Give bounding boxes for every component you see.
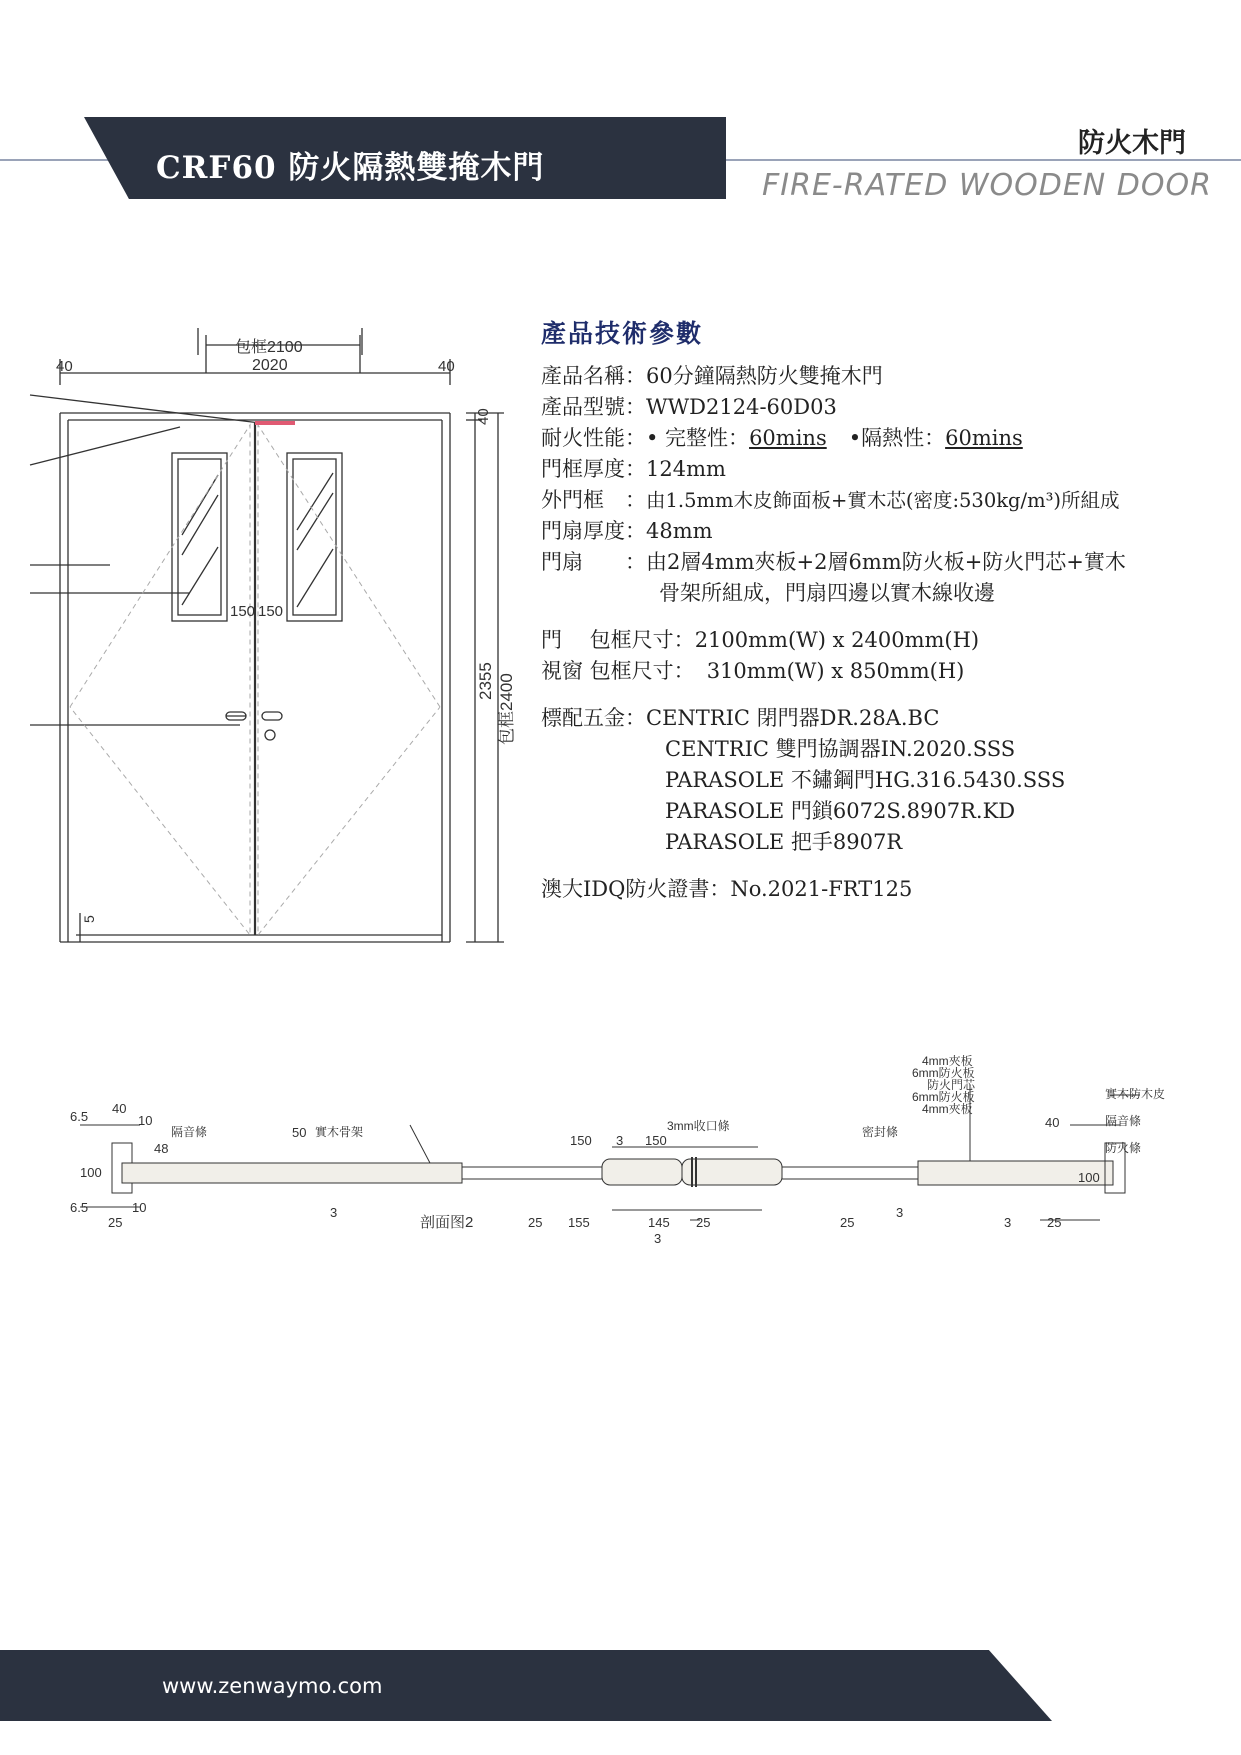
section-label: 6mm防火板 (912, 1066, 975, 1080)
category-title: 防火木門 (1078, 128, 1186, 159)
page-title: CRF60 防火隔熱雙掩木門 (156, 150, 545, 186)
section-dim: 3 (616, 1133, 624, 1148)
section-dim: 3 (1004, 1215, 1012, 1230)
section-label: 4mm夾板 (922, 1055, 973, 1068)
spec-row-leaf-thickness (541, 516, 1231, 547)
section-dim: 3 (896, 1205, 904, 1220)
door-elevation-drawing (0, 315, 520, 965)
section-dim: 25 (696, 1215, 711, 1230)
section-label: 4mm夾板 (922, 1102, 973, 1116)
spec-label: 外門框 ： (541, 488, 646, 512)
spec-label: 門 包框尺寸： (541, 628, 695, 652)
dim-top-gap: 40 (475, 408, 492, 425)
spec-value: No.2021-FRT125 (730, 877, 913, 901)
website-link[interactable]: www.zenwaymo.com (162, 1674, 383, 1698)
spec-value: 124mm (646, 457, 726, 481)
section-dim: 10 (132, 1200, 147, 1215)
spec-row-hardware (541, 703, 1231, 734)
hardware-row (541, 827, 1231, 858)
spec-row-fire (541, 423, 1231, 454)
spec-row-window-size (541, 656, 1231, 687)
closer-marker (255, 421, 295, 425)
spec-row-outer-frame (541, 485, 1231, 516)
spec-label: 標配五金： (541, 706, 646, 730)
section-label: 防火條 (1105, 1141, 1142, 1155)
spec-value: 骨架所組成，門扇四邊以實木線收邊 (659, 581, 995, 605)
dim-right-margin: 40 (438, 358, 455, 375)
spec-heading: 產品技術參數 (541, 319, 704, 348)
hardware-item: CENTRIC 閉門器DR.28A.BC (646, 706, 940, 730)
section-dim: 100 (80, 1165, 102, 1180)
section-dim: 48 (154, 1141, 169, 1156)
spec-value: 60分鐘隔熱防火雙掩木門 (646, 364, 883, 388)
hardware-item: PARASOLE 門鎖6072S.8907R.KD (665, 799, 1016, 823)
spec-label: 澳大IDQ防火證書： (541, 877, 731, 901)
section-label: 隔音條 (1105, 1114, 1142, 1128)
spec-label: 產品型號： (541, 395, 646, 419)
section-dim: 100 (1078, 1170, 1100, 1185)
fire-insulation-value: 60mins (945, 426, 1023, 450)
footer-band (0, 1650, 1052, 1721)
spec-value: WWD2124-60D03 (646, 395, 837, 419)
dim-window-gap-left: 150 (230, 603, 256, 620)
section-dim: 3 (654, 1231, 662, 1246)
spec-label: 耐火性能： (541, 426, 646, 450)
section-dim: 3 (330, 1205, 338, 1220)
dim-frame-inner: 2020 (252, 357, 288, 374)
section-label: 密封條 (862, 1125, 899, 1139)
section-dim: 25 (108, 1215, 123, 1230)
spec-label: 產品名稱： (541, 364, 646, 388)
fire-integrity-value: 60mins (749, 426, 827, 450)
spec-value: 由1.5mm木皮飾面板+實木芯(密度:530kg/m³)所組成 (646, 489, 1120, 512)
hardware-item: PARASOLE 把手8907R (665, 830, 903, 854)
section-dim: 25 (840, 1215, 855, 1230)
section-drawing (70, 1055, 1180, 1255)
section-dim: 145 (648, 1215, 670, 1230)
spec-label: 視窗 包框尺寸： (541, 659, 695, 683)
spec-label: 門扇 ： (541, 550, 646, 574)
spec-row-leaf (541, 547, 1231, 578)
dim-frame-height: 包框2400 (497, 673, 516, 745)
section-dim: 25 (1047, 1215, 1062, 1230)
section-label: 3mm收口條 (667, 1119, 730, 1133)
spec-row-leaf-cont (541, 578, 1231, 609)
hardware-row (541, 765, 1231, 796)
fire-integrity-label: • 完整性： (646, 426, 750, 450)
section-dim: 40 (112, 1101, 127, 1116)
section-dim: 6.5 (70, 1109, 89, 1124)
dim-bottom-gap: 5 (81, 915, 97, 923)
spec-value: 2100mm(W) x 2400mm(H) (694, 628, 980, 652)
spec-label: 門扇厚度： (541, 519, 646, 543)
spec-value: 由2層4mm夾板+2層6mm防火板+防火門芯+實木 (646, 550, 1126, 574)
section-dim: 150 (570, 1133, 592, 1148)
dim-frame-outer: 包框2100 (235, 339, 303, 356)
spec-label: 門框厚度： (541, 457, 646, 481)
section-dim: 25 (528, 1215, 543, 1230)
spec-row-name (541, 361, 1231, 392)
section-dim: 155 (568, 1215, 590, 1230)
section-label: 實木骨架 (315, 1125, 364, 1139)
category-title-en: FIRE-RATED WOODEN DOOR (762, 168, 1212, 203)
spec-row-model (541, 392, 1231, 423)
spec-value: 310mm(W) x 850mm(H) (706, 659, 965, 683)
section-dim: 150 (645, 1133, 667, 1148)
section-label: 隔音條 (171, 1125, 208, 1139)
section-dim: 6.5 (70, 1200, 89, 1215)
dim-left-margin: 40 (56, 358, 73, 375)
spec-row-cert (541, 874, 1231, 905)
dim-leaf-height: 2355 (476, 662, 495, 700)
section-label: 6mm防火板 (912, 1090, 975, 1104)
hardware-row (541, 734, 1231, 765)
spec-row-frame-thickness (541, 454, 1231, 485)
hardware-item: CENTRIC 雙門協調器IN.2020.SSS (665, 737, 1016, 761)
spec-value: 48mm (646, 519, 713, 543)
section-label: 防火門芯 (927, 1078, 976, 1092)
spec-row-door-size (541, 625, 1231, 656)
section-dim: 10 (138, 1113, 153, 1128)
dim-window-gap-right: 150 (258, 603, 284, 620)
hardware-item: PARASOLE 不鏽鋼門HG.316.5430.SSS (665, 768, 1066, 792)
section-caption: 剖面图2 (420, 1214, 474, 1231)
fire-insulation-label: •隔熱性： (848, 426, 946, 450)
section-dim: 40 (1045, 1115, 1060, 1130)
spec-block (541, 318, 1231, 905)
section-dim: 50 (292, 1125, 307, 1140)
hardware-row (541, 796, 1231, 827)
section-label: 實木防木皮 (1105, 1087, 1166, 1101)
